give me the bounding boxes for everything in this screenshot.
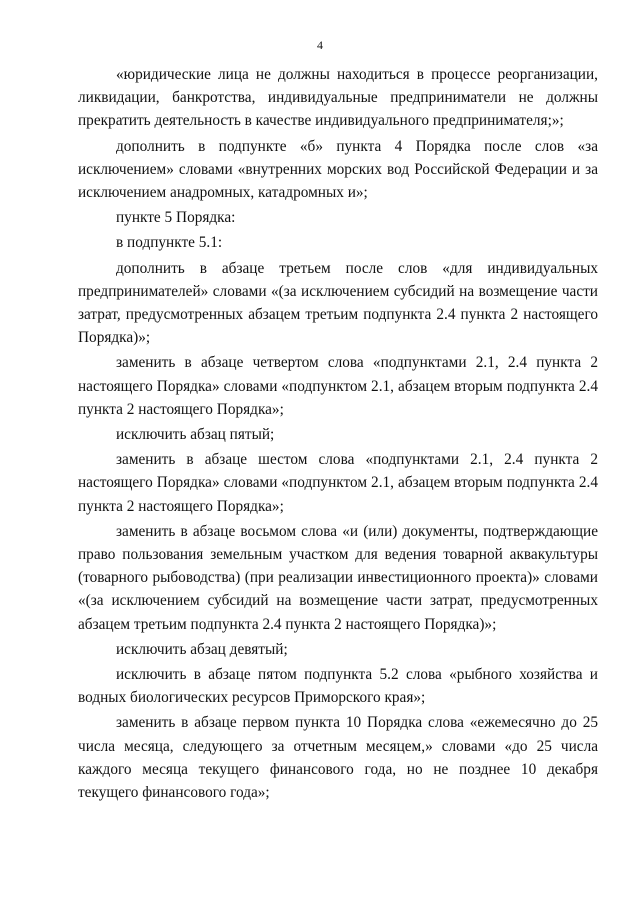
paragraph-8: заменить в абзаце шестом слова «подпунктами 2.1, 2.4 пункта 2 настоящего Порядка» словами «подпунктом 2.1, абзацем вторым подпункта 2.4 пункта 2 настоящего Порядка»;: [78, 451, 598, 515]
paragraph-5: дополнить в абзаце третьем после слов «для индивидуальных предпринимателей» словами «(за исключением субсидий на возмещение части затрат, предусмотренных абзацем третьим подпункта 2.4 пункта 2 настоящего Порядка)»;: [78, 259, 598, 347]
page-number: 4: [317, 38, 323, 52]
paragraph-10: исключить абзац девятый;: [116, 640, 288, 658]
paragraph-9: заменить в абзаце восьмом слова «и (или) документы, подтверждающие право пользования земельным участком для ведения товарной аквакультуры (товарного рыбоводства) (при реализации инвестиционного проекта)» словами «(за исключением субсидий на возмещение части затрат, предусмотренных абзацем третьим подпункта 2.4 пункта 2 настоящего Порядка)»;: [78, 522, 598, 633]
paragraph-1: «юридические лица не должны находиться в процессе реорганизации, ликвидации, банкротства, индивидуальные предприниматели не должны прекратить деятельность в качестве индивидуального предпринимателя;»;: [78, 66, 598, 130]
document-body: [78, 63, 598, 806]
paragraph-11: исключить в абзаце пятом подпункта 5.2 слова «рыбного хозяйства и водных биологических ресурсов Приморского края»;: [78, 666, 598, 707]
paragraph-7: исключить абзац пятый;: [116, 426, 275, 444]
paragraph-3: пункте 5 Порядка:: [116, 209, 236, 227]
paragraph-12: заменить в абзаце первом пункта 10 Порядка слова «ежемесячно до 25 числа месяца, следующего за отчетным месяцем,» словами «до 25 числа каждого месяца текущего финансового года, но не позднее 10 декабря текущего финансового года»;: [78, 714, 598, 802]
paragraph-4: в подпункте 5.1:: [116, 234, 223, 252]
paragraph-6: заменить в абзаце четвертом слова «подпунктами 2.1, 2.4 пункта 2 настоящего Порядка» словами «подпунктом 2.1, абзацем вторым подпункта 2.4 пункта 2 настоящего Порядка»;: [78, 354, 598, 418]
paragraph-2: дополнить в подпункте «б» пункта 4 Порядка после слов «за исключением» словами «внутренних морских вод Российской Федерации и за исключением анадромных, катадромных и»;: [78, 137, 598, 202]
